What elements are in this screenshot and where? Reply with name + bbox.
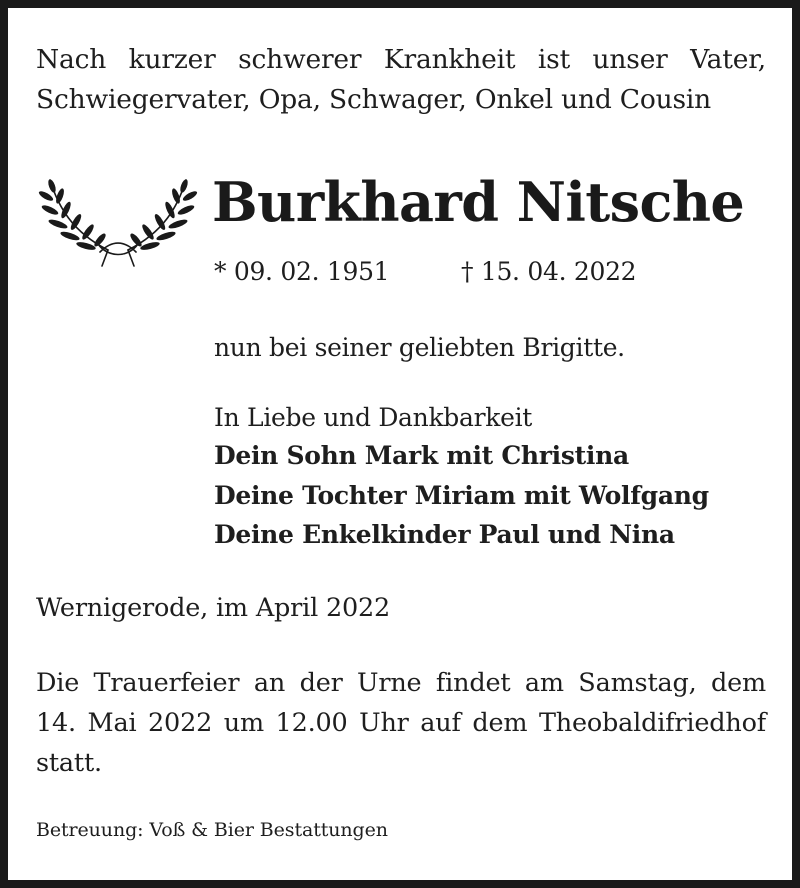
birth-date: * 09. 02. 1951 bbox=[214, 257, 390, 286]
intro-text bbox=[36, 40, 766, 120]
obituary-card bbox=[8, 8, 792, 880]
ceremony-line-2: 14. Mai 2022 um 12.00 Uhr auf dem Theobaldifriedhof bbox=[36, 708, 766, 738]
deceased-name: Burkhard Nitsche bbox=[212, 170, 745, 234]
mourner-name: Deine Enkelkinder Paul und Nina bbox=[214, 520, 675, 549]
funeral-home-credit: Betreuung: Voß & Bier Bestattungen bbox=[36, 819, 388, 841]
laurel-wreath-icon bbox=[38, 166, 198, 274]
mourner-name: Deine Tochter Miriam mit Wolfgang bbox=[214, 481, 709, 510]
intro-line-2: Schwiegervater, Opa, Schwager, Onkel und Cousin bbox=[36, 84, 712, 115]
intro-line-1: Nach kurzer schwerer Krankheit ist unser Vater, bbox=[36, 44, 766, 75]
death-date: † 15. 04. 2022 bbox=[461, 257, 637, 286]
mourner-name: Dein Sohn Mark mit Christina bbox=[214, 441, 629, 470]
ceremony-line-1: Die Trauerfeier an der Urne findet am Samstag, dem bbox=[36, 668, 766, 698]
ceremony-line-3: statt. bbox=[36, 748, 102, 778]
reunited-text: nun bei seiner geliebten Brigitte. bbox=[214, 333, 625, 362]
place-date: Wernigerode, im April 2022 bbox=[36, 593, 391, 623]
closing-text: In Liebe und Dankbarkeit bbox=[214, 403, 533, 432]
ceremony-notice bbox=[36, 663, 766, 783]
